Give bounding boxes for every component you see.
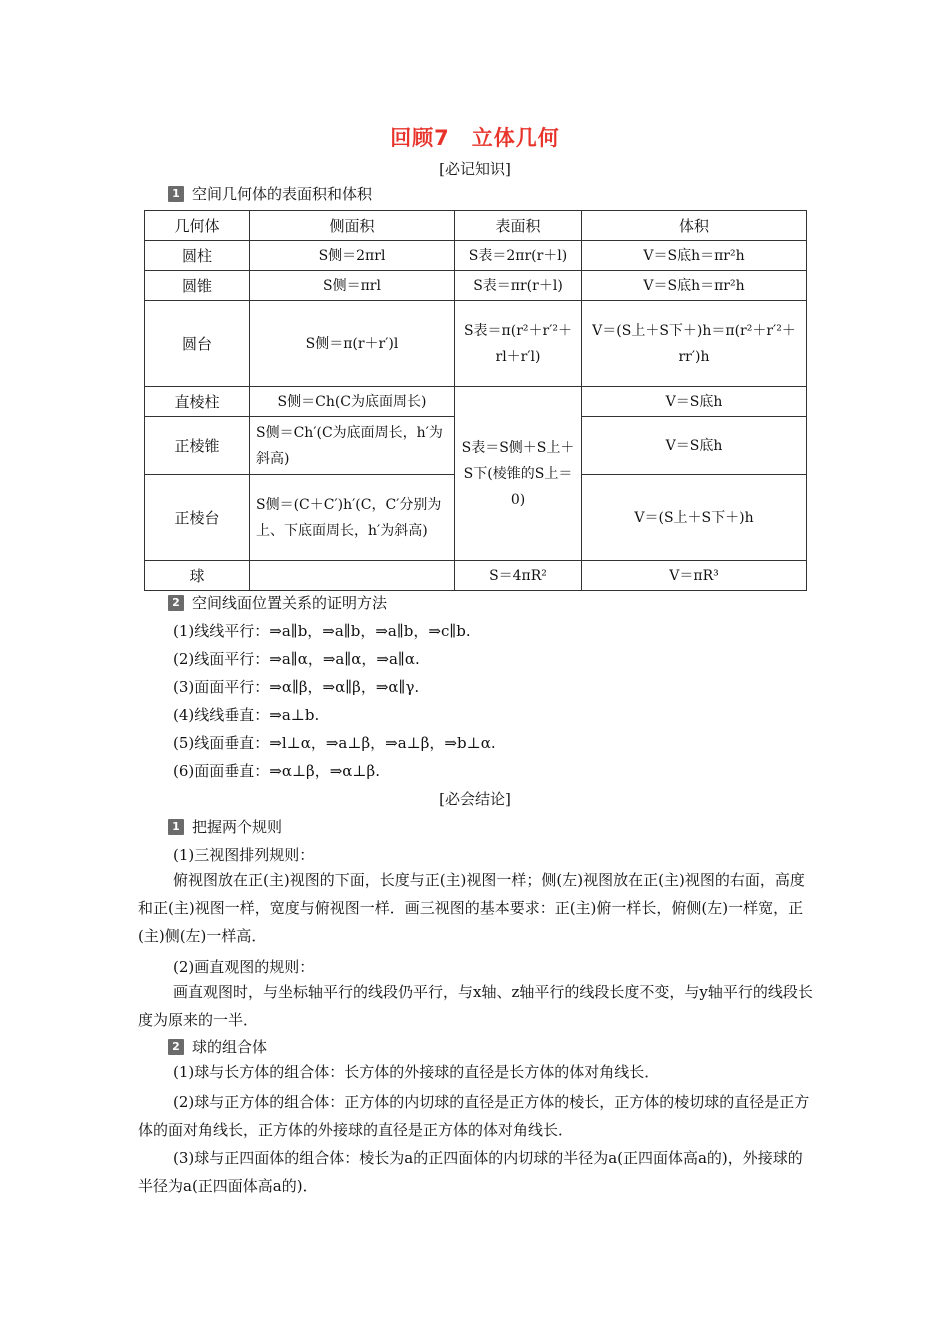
paragraph: 画直观图时，与坐标轴平行的线段仍平行，与x轴、z轴平行的线段长度不变，与y轴平行的线段长度为原来的一半． bbox=[138, 983, 813, 1029]
header-cell: 几何体 bbox=[145, 211, 250, 241]
proof-line: (5)线面垂直：⇒l⊥α，⇒a⊥β，⇒a⊥β，⇒b⊥α. bbox=[173, 734, 496, 752]
formula-table bbox=[144, 210, 807, 591]
table-cell: V＝S底h＝πr²h bbox=[582, 241, 807, 271]
heading-surface-volume bbox=[168, 183, 372, 204]
number-badge: 2 bbox=[168, 595, 184, 611]
table-cell: V＝S底h bbox=[582, 387, 807, 417]
table-header-row bbox=[145, 211, 807, 241]
heading-two-rules bbox=[168, 816, 282, 837]
table-cell: S侧＝Ch′(C为底面周长，h′为斜高) bbox=[250, 417, 455, 475]
paragraph: (3)球与正四面体的组合体：棱长为a的正四面体的内切球的半径为a(正四面体高a的)，外接球的半径为a(正四面体高a的)． bbox=[138, 1149, 803, 1195]
table-cell: 圆柱 bbox=[145, 241, 250, 271]
rule-title: (2)画直观图的规则： bbox=[173, 958, 315, 976]
heading-text: 把握两个规则 bbox=[192, 818, 283, 836]
rule-title: (1)三视图排列规则： bbox=[173, 846, 315, 864]
proof-line: (4)线线垂直：⇒a⊥b. bbox=[173, 706, 320, 724]
proof-line: (2)线面平行：⇒a∥α，⇒a∥α，⇒a∥α. bbox=[173, 650, 420, 668]
table-cell: S表＝π(r²＋r′²＋rl＋r′l) bbox=[455, 301, 582, 387]
page-title: 回顾7 立体几何 bbox=[390, 126, 560, 150]
section-heading-knowledge: [必记知识] bbox=[439, 160, 511, 178]
table-cell: S侧＝(C＋C′)h′(C，C′分别为上、下底面周长，h′为斜高) bbox=[250, 475, 455, 561]
table-cell: 直棱柱 bbox=[145, 387, 250, 417]
table-row bbox=[145, 241, 807, 271]
table-cell: 正棱台 bbox=[145, 475, 250, 561]
table-cell bbox=[250, 561, 455, 591]
table-cell: V＝(S上＋S下＋)h bbox=[582, 475, 807, 561]
table-cell: 圆锥 bbox=[145, 271, 250, 301]
number-badge: 1 bbox=[168, 186, 184, 202]
table-cell: S侧＝πrl bbox=[250, 271, 455, 301]
table-cell: S＝4πR² bbox=[455, 561, 582, 591]
table-row bbox=[145, 301, 807, 387]
table-cell: V＝S底h bbox=[582, 417, 807, 475]
heading-text: 空间几何体的表面积和体积 bbox=[192, 185, 373, 203]
heading-sphere-combinations bbox=[168, 1036, 267, 1057]
proof-line: (1)线线平行：⇒a∥b，⇒a∥b，⇒a∥b，⇒c∥b. bbox=[173, 622, 471, 640]
table-cell: V＝πR³ bbox=[582, 561, 807, 591]
table-cell: V＝(S上＋S下＋)h＝π(r²＋r′²＋rr′)h bbox=[582, 301, 807, 387]
heading-text: 空间线面位置关系的证明方法 bbox=[192, 594, 388, 612]
heading-proof-methods bbox=[168, 592, 387, 613]
table-cell-merged: S表＝S侧＋S上＋S下(棱锥的S上＝0) bbox=[455, 387, 582, 561]
table-cell: S侧＝π(r＋r′)l bbox=[250, 301, 455, 387]
header-cell: 侧面积 bbox=[250, 211, 455, 241]
table-cell: 球 bbox=[145, 561, 250, 591]
heading-text: 球的组合体 bbox=[192, 1038, 268, 1056]
table-cell: S侧＝Ch(C为底面周长) bbox=[250, 387, 455, 417]
table-row bbox=[145, 561, 807, 591]
table-cell: S侧＝2πrl bbox=[250, 241, 455, 271]
table-cell: 圆台 bbox=[145, 301, 250, 387]
header-cell: 表面积 bbox=[455, 211, 582, 241]
table-cell: V＝S底h＝πr²h bbox=[582, 271, 807, 301]
table-cell: 正棱锥 bbox=[145, 417, 250, 475]
section-heading-conclusions: [必会结论] bbox=[439, 790, 511, 808]
paragraph: 俯视图放在正(主)视图的下面，长度与正(主)视图一样；侧(左)视图放在正(主)视图的右面，高度和正(主)视图一样，宽度与俯视图一样．画三视图的基本要求：正(主)俯一样长，俯侧(左)一样宽，正(主)侧(左)一样高． bbox=[138, 871, 805, 945]
table-row bbox=[145, 271, 807, 301]
number-badge: 1 bbox=[168, 819, 184, 835]
table-cell: S表＝2πr(r＋l) bbox=[455, 241, 582, 271]
number-badge: 2 bbox=[168, 1039, 184, 1055]
table-row bbox=[145, 387, 807, 417]
paragraph: (1)球与长方体的组合体：长方体的外接球的直径是长方体的体对角线长． bbox=[173, 1063, 660, 1081]
proof-line: (6)面面垂直：⇒α⊥β，⇒α⊥β. bbox=[173, 762, 380, 780]
proof-line: (3)面面平行：⇒α∥β，⇒α∥β，⇒α∥γ. bbox=[173, 678, 420, 696]
table-cell: S表＝πr(r＋l) bbox=[455, 271, 582, 301]
header-cell: 体积 bbox=[582, 211, 807, 241]
paragraph: (2)球与正方体的组合体：正方体的内切球的直径是正方体的棱长，正方体的棱切球的直径是正方体的面对角线长，正方体的外接球的直径是正方体的体对角线长． bbox=[138, 1093, 810, 1139]
